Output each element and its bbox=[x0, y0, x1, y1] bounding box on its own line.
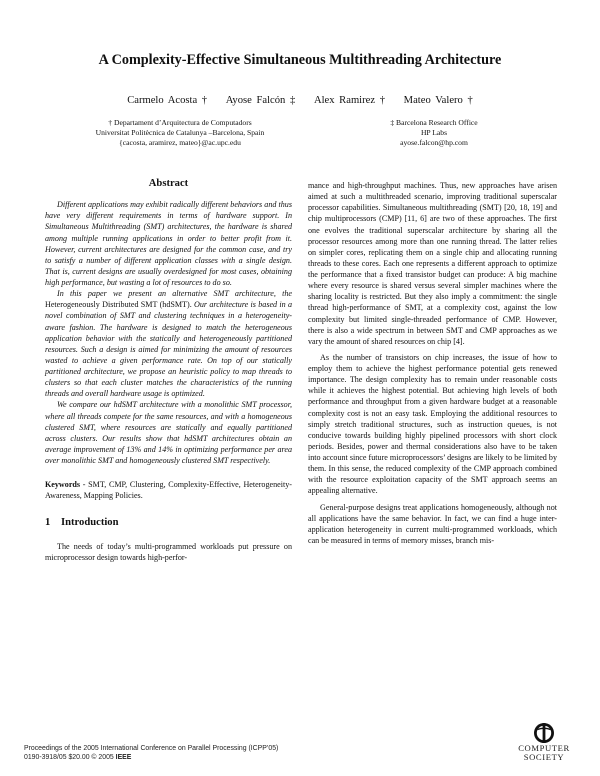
section-number: 1 bbox=[45, 517, 51, 529]
keywords bbox=[45, 479, 292, 501]
keywords-label: Keywords bbox=[45, 480, 81, 490]
abstract-paragraph: We compare our hdSMT architecture with a monolithic SMT processor, where all threads compete for the same resources, and with a homogeneous clustered SMT, where resources are statically and equally partitioned across clusters. Our results show that hdSMT architectures obtain an average improvement of 13% and 14% in optimizing performance per area over monolithic SMT and homogeneously clustered SMT respectively. bbox=[45, 400, 292, 465]
computer-society-logo bbox=[508, 722, 580, 766]
affiliation-line: HP Labs bbox=[420, 128, 448, 137]
affiliation-email: ayose.falcon@hp.com bbox=[400, 138, 468, 147]
footer-line: Proceedings of the 2005 International Conference on Parallel Processing (ICPP’05) bbox=[24, 745, 279, 752]
section-heading bbox=[45, 517, 292, 528]
affiliation-hp bbox=[336, 118, 532, 148]
logo-text: SOCIETY bbox=[523, 752, 565, 762]
author-name: Carmelo Acosta † bbox=[127, 95, 208, 106]
abstract-paragraph: Different applications may exhibit radically different behaviors and thus have very different requirements in terms of hardware support. In Simultaneous Multithreading (SMT) architectures, the hardware is shared among multiple running applications in order to better profit from it. However, current architectures are designed for the common case, and try to satisfy a number of different application classes with a single design. That is, current designs are usually overdesigned for most cases, obtaining high performance, but wasting a lot of resources to do so. bbox=[45, 200, 292, 287]
affiliation-upc bbox=[62, 118, 298, 148]
paper-title: A Complexity-Effective Simultaneous Multithreading Architecture bbox=[98, 52, 502, 68]
right-column bbox=[308, 180, 557, 546]
abstract-heading: Abstract bbox=[148, 178, 189, 189]
body-paragraph: The needs of today’s multi-programmed workloads put pressure on microprocessor design towards high-perfor- bbox=[45, 541, 292, 562]
affiliation-line: † Departament d’Arquitectura de Computadors bbox=[108, 118, 252, 127]
affiliation-line: ‡ Barcelona Research Office bbox=[390, 118, 478, 127]
abstract-text: Heterogeneously Distributed SMT (hdSMT). bbox=[45, 300, 192, 310]
affiliation-email: {cacosta, aramirez, mateo}@ac.upc.edu bbox=[119, 138, 241, 147]
ieee-mark: IEEE bbox=[115, 754, 132, 761]
author-name: Mateo Valero † bbox=[403, 95, 473, 106]
body-paragraph: As the number of transistors on chip increases, the issue of how to employ them to achieve the highest performance potential gets renewed importance. The design complexity has to remain under reasonable costs while it achieves the highest potential. But achieving high levels of both performance and throughput from a given hardware budget at a reasonable complexity cost is not an easy task. Employing the additional resources to simply stretch traditional structures, such as instruction queues, is not conducive towards building highly pipelined processors with short clock periods. Besides, power and thermal considerations also have to be taken into account since future microprocessors’ designs are likely to be limited by them. In this sense, the reduced complexity of the CMP approach combined with the resource exploitation capacity of the SMT approach seems an appealing alternative. bbox=[308, 352, 557, 496]
keywords-text: - SMT, CMP, Clustering, Complexity-Effective, Heterogeneity-Awareness, Mapping Policies. bbox=[45, 480, 292, 501]
abstract-text: In this paper we present an alternative SMT architecture, the bbox=[57, 289, 292, 299]
author-name: Alex Ramirez † bbox=[313, 95, 386, 106]
proceedings-footer bbox=[24, 744, 278, 762]
abstract-paragraph bbox=[45, 288, 292, 399]
logo-text: COMPUTER bbox=[518, 743, 570, 753]
body-paragraph: mance and high-throughput machines. Thus, new approaches have arisen aimed at such a multithreaded scenario, improving traditional superscalar processor capabilities. Simultaneous multithreading (SMT) [20, 18, 19] and chip multiprocessors (CMP) [11, 6] are two of these approaches. The first one evolves the traditional superscalar architecture by sharing all the processor resources among more than one running thread. The latter relies on simpler cores, replicating them on a single chip and allocating running threads to these cores. Each one represents a different approach to optimize the performance that a fixed transistor budget can produce: A big machine where every resource is shared versus several simpler machines where the sharing locality is restricted. But they also imply a commitment: the single thread high-performance of SMT, at a complexity cost, against the low complexity but limited single-threaded performance of CMP. However, there is also a wide spectrum in between SMT and CMP approaches as we vary the amount of shared resources on chip [4]. bbox=[308, 181, 557, 346]
footer-copyright: 0190-3918/05 $20.00 © 2005 bbox=[24, 754, 116, 761]
body-paragraph: General-purpose designs treat applications homogeneously, although not all applications have the same behavior. In fact, we can find a huge inter-application heterogeneity in current multi-programmed workloads, which can be measured in terms of memory misses, branch mis- bbox=[308, 502, 557, 545]
abstract-text: Our architecture is based in a novel combination of SMT and clustering techniques in a heterogeneity-aware fashion. The hardware is designed to match the heterogeneous application behavior with the statically and heterogeneously partitioned resources. Such a design is aimed for minimizing the amount of resources wasted to achieve a given performance rate. On top of our statically partitioned architecture, we propose an heuristic policy to map threads to clusters so that each cluster matches the characteristics of the running threads and overall hardware usage is optimized. bbox=[45, 300, 292, 399]
abstract-body bbox=[45, 199, 292, 466]
author-list bbox=[0, 95, 600, 106]
computer-society-emblem-icon bbox=[533, 722, 555, 744]
section-title: Introduction bbox=[61, 517, 119, 529]
affiliation-line: Universitat Politècnica de Catalunya –Barcelona, Spain bbox=[95, 128, 265, 137]
footer-line bbox=[24, 753, 278, 762]
left-column bbox=[45, 178, 292, 563]
author-name: Ayose Falcón ‡ bbox=[225, 95, 296, 106]
